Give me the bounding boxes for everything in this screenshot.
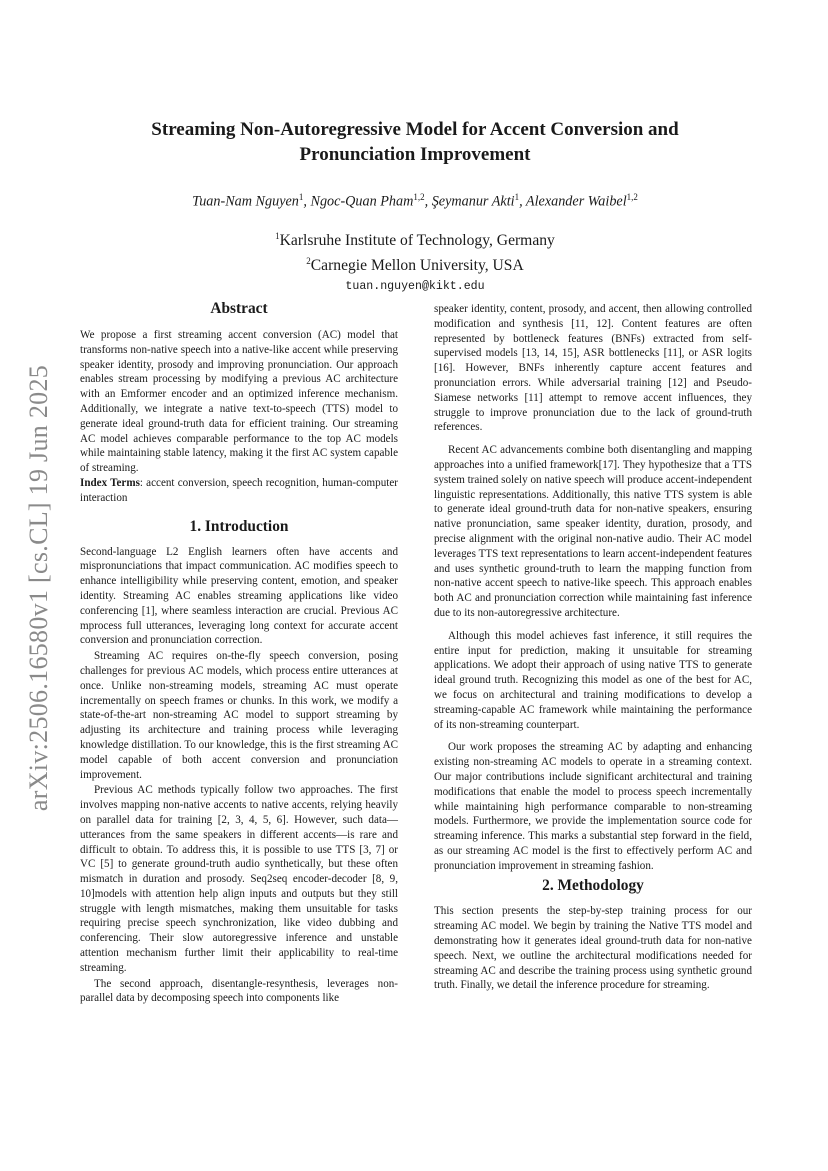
intro-paragraph: Previous AC methods typically follow two approaches. The first involves mapping non-native accents to native accents, relying heavily on parallel data for training [2, 3, 4, 5, 6]. However, such data—utterances from the same speakers in different accents—is rare and difficult to obtain. To address this, it is possible to use TTS [3, 7] or VC [5] to generate ground-truth audio synthetically, but these often mismatch in duration and prosody. Seq2seq encoder-decoder [8, 9, 10]models with attention help align inputs and outputs but they still struggle with length mismatches, making them unsuitable for tasks requiring precise speech synchronization, like video dubbing and conferencing. Their slow autoregressive inference and unstable attention mechanism further limit their applicability to real-time streaming. [80, 784, 398, 974]
title-line-1: Streaming Non-Autoregressive Model for Accent Conversion and [151, 119, 679, 140]
arxiv-id-text: arXiv:2506.16580v1 [cs.CL] 19 Jun 2025 [24, 364, 54, 811]
affil-sup: 1 [275, 230, 280, 241]
body-paragraph: Although this model achieves fast inference, it still requires the entire input for prediction, making it unsuitable for streaming applications. We adopt their approach of using native TTS to generate ideal ground truth. Recognizing this model as one of the best for AC, we focus on architectural and training modifications to develop a streaming-capable AC framework while maintaining the performance of its non-streaming counterpart. [434, 629, 752, 731]
abstract-text: We propose a first streaming accent conversion (AC) model that transforms non-native speech into a native-like accent while preserving speaker identity, prosody and improving pronunciation. Our approach enables stream processing by modifying a previous AC architecture with an Emformer encoder and an optimized inference mechanism. Additionally, we integrate a native text-to-speech (TTS) model to generate ideal ground-truth data for efficient training. Our streaming AC model achieves comparable performance to the top AC models while maintaining stable latency, making it the first AC system capable of streaming. [80, 329, 398, 475]
author-name: Alexander Waibel [525, 193, 627, 210]
paper-title [80, 117, 750, 167]
author-affil-sup: 1,2 [626, 192, 638, 202]
author-list: Tuan-Nam Nguyen$^1$, Ngoc-Quan Pham$^{1,2}$, Şeymanur Akti$^1$, Alexander Waibel$^{1,2}$ [192, 192, 638, 210]
body-paragraph: Our work proposes the streaming AC by adapting and enhancing existing non-streaming AC models to operate in a streaming context. Our major contributions include significant architectural and training modifications that enable the model to process speech incrementally while maintaining high performance comparable to non-streaming models. Furthermore, we provide the implementation source code for streaming inference. This marks a substantial step forward in the field, as our streaming AC model is the first to effectively perform AC and pronunciation improvement in streaming fashion. [434, 741, 752, 872]
author-affil-sup: 1,2 [413, 192, 425, 202]
arxiv-identifier [14, 345, 64, 830]
body-paragraph: Recent AC advancements combine both disentangling and mapping approaches into a unified framework[17]. They hypothesize that a TTS system trained solely on native speech will produce accent-independent linguistic representations. Additionally, this native TTS system is able to generate ideal ground-truth data for non-native speakers, ensuring native pronunciation, same speaker identity, duration, prosody, and precise alignment with the original non-native audio. Their AC model leverages TTS text representations to learn accent-independent features and uses synthetic ground-truth to learn the mapping function from non-native accent speech to native-like speech. This approach enables both AC and pronunciation correction while maintaining fast inference due to its non-autoregressive architecture. [434, 444, 752, 619]
introduction-heading: 1. Introduction [189, 517, 289, 535]
paper-header [80, 117, 750, 293]
affiliation [80, 226, 750, 251]
index-terms-label: Index Terms [80, 476, 140, 489]
affiliation [80, 251, 750, 276]
index-terms-text: : accent conversion, speech recognition, human-computer interaction [80, 476, 398, 504]
affil-sup: 2 [306, 255, 311, 266]
right-column [434, 302, 752, 1001]
affiliation-list [80, 226, 750, 276]
methodology-text: This section presents the step-by-step training process for our streaming AC model. We begin by training the Native TTS model and demonstrating how it generates ideal ground-truth data for non-native speech. Next, we outline the architectural modifications needed for streaming AC and describe the training process using synthetic ground truth. Finally, we detail the inference procedure for streaming. [434, 905, 752, 992]
author-name: Tuan-Nam Nguyen [192, 193, 299, 210]
intro-paragraph: The second approach, disentangle-resynthesis, leverages non-parallel data by decomposing speech into components like [80, 977, 398, 1005]
abstract-heading: Abstract [210, 300, 268, 317]
author-name: Ngoc-Quan Pham [310, 193, 414, 210]
body-paragraph: speaker identity, content, prosody, and accent, then allowing controlled modification and synthesis [11, 12]. Content features are often represented by bottleneck features (BNFs) extracted from self-supervised models [13, 14, 15], ASR bottlenecks [11], or ASR logits [16]. However, BNFs inherently capture accent features and pronunciation errors. While adversarial training [12] and Pseudo-Siamese networks [11] attempt to remove accent influences, they struggle to improve pronunciation due to the lack of ground-truth references. [434, 303, 752, 434]
title-line-2: Pronunciation Improvement [299, 144, 531, 165]
intro-paragraph: Streaming AC requires on-the-fly speech conversion, posing challenges for previous AC models, which process entire utterances at once. Unlike non-streaming models, streaming AC must operate incrementally on speech frames or chunks. In this work, we modify a state-of-the-art non-streaming AC model to support streaming by adjusting its architecture and training process while leveraging knowledge distillation. To our knowledge, this is the first streaming AC model capable of both accent conversion and pronunciation improvement. [80, 650, 398, 781]
contact-email: tuan.nguyen@kikt.edu [345, 280, 485, 294]
index-terms [80, 476, 398, 506]
methodology-heading: 2. Methodology [542, 877, 644, 895]
intro-paragraph: Second-language L2 English learners often have accents and mispronunciations that impact communication. AC modifies speech to enhance intelligibility while preserving content, emotion, and speaker identity. Streaming AC enables streaming applications like video conferencing [1], where seamless interaction are crucial. Previous AC mprocess full utterances, leveraging long context for accurate accent conversion and pronunciation correction. [80, 545, 398, 647]
author-affil-sup: 1 [514, 192, 520, 202]
author-affil-sup: 1 [298, 192, 304, 202]
affil-text: Karlsruhe Institute of Technology, Germany [279, 231, 555, 249]
left-column [80, 300, 398, 1007]
author-name: Şeymanur Akti [431, 193, 515, 210]
affil-text: Carnegie Mellon University, USA [310, 257, 524, 275]
